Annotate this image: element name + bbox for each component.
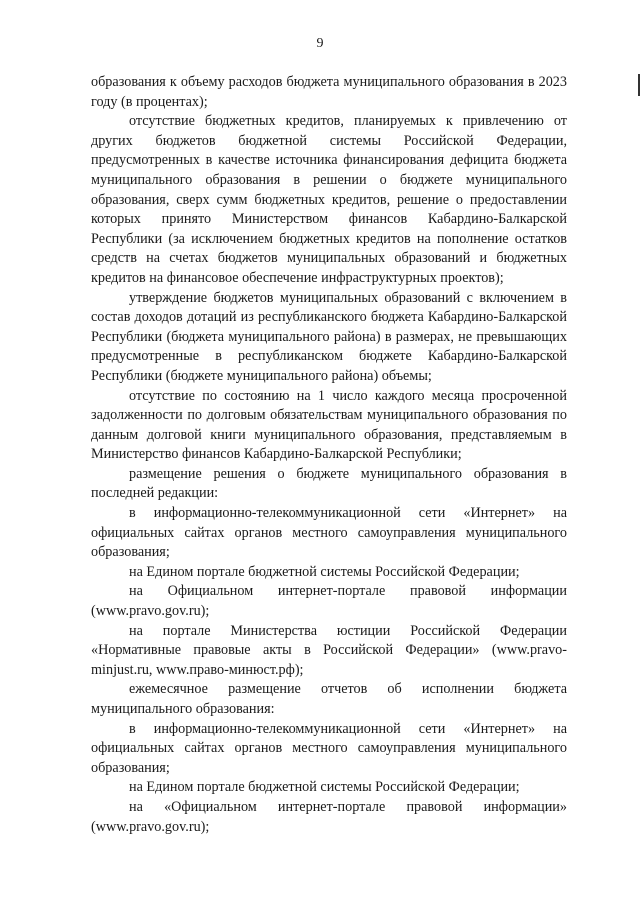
paragraph: отсутствие бюджетных кредитов, планируемых к привлечению от других бюджетов бюджетной системы Российской Федерации, предусмотренных в качестве источника финансирования дефицита бюджета муниципального образования в решении о бюджете муниципального образования, сверх сумм бюджетных кредитов, решение о предоставлении которых принято Министерством финансов Кабардино-Балкарской Республики (за исключением бюджетных кредитов на пополнение остатков средств на счетах бюджетов муниципальных образований и бюджетных кредитов на финансовое обеспечение инфраструктурных проектов); [91, 113, 567, 286]
document-body [91, 73, 567, 837]
paragraph: ежемесячное размещение отчетов об исполнении бюджета муниципального образования: [91, 681, 567, 717]
paragraph-continuation: образования к объему расходов бюджета муниципального образования в 2023 году (в процентах); [91, 74, 567, 110]
paragraph: утверждение бюджетов муниципальных образований с включением в состав доходов дотаций из республиканского бюджета Кабардино-Балкарской Республики (бюджета муниципального района) в размерах, не превышающих предусмотренные в республиканском бюджете Кабардино-Балкарской Республики (бюджете муниципального района) объемы; [91, 289, 567, 384]
paragraph: на «Официальном интернет-портале правовой информации» (www.pravo.gov.ru); [91, 798, 567, 835]
paragraph: на Официальном интернет-портале правовой информации (www.pravo.gov.ru); [91, 583, 567, 620]
paragraph: размещение решения о бюджете муниципального образования в последней редакции: [91, 465, 567, 502]
paragraph: на Едином портале бюджетной системы Российской Федерации; [129, 779, 520, 796]
paragraph: на Едином портале бюджетной системы Российской Федерации; [129, 563, 520, 580]
paragraph: в информационно-телекоммуникационной сети «Интернет» на официальных сайтах органов местного самоуправления муниципального образования; [91, 720, 567, 776]
paragraph: на портале Министерства юстиции Российской Федерации «Нормативные правовые акты в Российской Федерации» (www.pravo-minjust.ru, www.право-минюст.рф); [91, 622, 567, 678]
paragraph: в информационно-телекоммуникационной сети «Интернет» на официальных сайтах органов местного самоуправления муниципального образования; [91, 505, 567, 561]
paragraph: отсутствие по состоянию на 1 число каждого месяца просроченной задолженности по долговым обязательствам муниципального образования по данным долговой книги муниципального образования, представляемым в Министерство финансов Кабардино-Балкарской Республики; [91, 387, 567, 463]
page-number: 9 [316, 36, 324, 51]
